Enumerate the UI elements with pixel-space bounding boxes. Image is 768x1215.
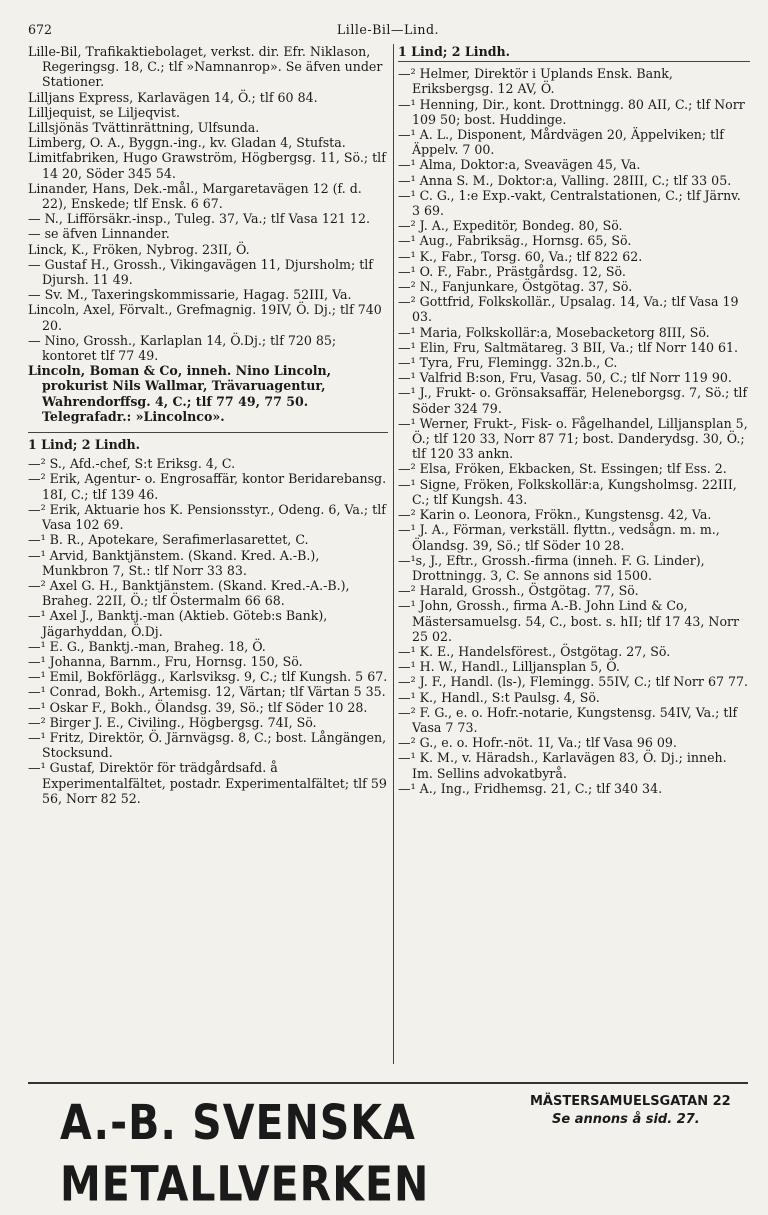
right-entries <box>398 66 750 796</box>
directory-entry: —¹ Tyra, Fru, Flemingg. 32n.b., C. <box>398 355 618 371</box>
directory-entry: —¹ Alma, Doktor:a, Sveavägen 45, Va. <box>398 157 641 173</box>
directory-entry: Lille-Bil, Trafikaktiebolaget, verkst. dir. Efr. Niklason, Regeringsg. 18, C.; tlf »Namnanrop». Se äfven under Stationer. <box>28 44 383 90</box>
directory-entry: —¹ Oskar F., Bokh., Ölandsg. 39, Sö.; tlf Söder 10 28. <box>28 699 368 715</box>
directory-entry: —¹ K. E., Handelsförest., Östgötag. 27, Sö. <box>398 643 671 659</box>
left-entries <box>28 44 388 363</box>
left-section-entries <box>28 456 388 806</box>
directory-entry: —² Erik, Agentur- o. Engrosaffär, kontor Beridarebansg. 18I, C.; tlf 139 46. <box>28 471 387 502</box>
right-section-title: 1 Lind; 2 Lindh. <box>398 44 750 62</box>
directory-entry: —¹ A. L., Disponent, Mårdvägen 20, Äppelviken; tlf Äppelv. 7 00. <box>398 127 724 158</box>
directory-entry: Lincoln, Axel, Förvalt., Grefmagnig. 19IV, Ö. Dj.; tlf 740 20. <box>28 302 382 333</box>
directory-entry: —¹ Conrad, Bokh., Artemisg. 12, Värtan; tlf Värtan 5 35. <box>28 684 386 700</box>
directory-entry: —¹ J., Frukt- o. Grönsaksaffär, Heleneborgsg. 7, Sö.; tlf Söder 324 79. <box>398 385 748 416</box>
page-title: Lille-Bil—Lind. <box>336 22 440 37</box>
advertisement-address: MÄSTERSAMUELSGATAN 22 <box>530 1094 731 1109</box>
directory-entry: —¹ B. R., Apotekare, Serafimerlasarettet, C. <box>28 532 309 548</box>
directory-entry: —¹ Johanna, Barnm., Fru, Hornsg. 150, Sö. <box>28 653 303 669</box>
directory-entry: —² F. G., e. o. Hofr.-notarie, Kungstensg. 54IV, Va.; tlf Vasa 7 73. <box>398 704 738 735</box>
directory-entry: —¹ K., Handl., S:t Paulsg. 4, Sö. <box>398 689 600 705</box>
directory-entry: —¹ Henning, Dir., kont. Drottningg. 80 AII, C.; tlf Norr 109 50; bost. Huddinge. <box>398 96 745 127</box>
directory-entry: —¹ E. G., Banktj.-man, Braheg. 18, Ö. <box>28 638 266 654</box>
advertisement-company: A.-B. SVENSKA METALLVERKEN <box>60 1094 430 1213</box>
directory-entry: —² J. F., Handl. (ls-), Flemingg. 55IV, C.; tlf Norr 67 77. <box>398 674 749 690</box>
directory-entry: Lilljequist, se Liljeqvist. <box>28 104 180 120</box>
directory-entry: —¹ K., Fabr., Torsg. 60, Va.; tlf 822 62. <box>398 248 643 264</box>
page-header <box>28 22 748 44</box>
directory-entry: —² G., e. o. Hofr.-nöt. 1I, Va.; tlf Vasa 96 09. <box>398 735 677 751</box>
directory-entry: —² Birger J. E., Civiling., Högbergsg. 74I, Sö. <box>28 714 317 730</box>
directory-entry: —² Axel G. H., Banktjänstem. (Skand. Kred.-A.-B.), Braheg. 22II, Ö.; tlf Östermalm 66 68. <box>28 577 350 609</box>
directory-entry: —¹ Elin, Fru, Saltmätareg. 3 BII, Va.; tlf Norr 140 61. <box>398 339 739 355</box>
directory-entry: —¹ C. G., 1:e Exp.-vakt, Centralstationen, C.; tlf Järnv. 3 69. <box>398 187 741 219</box>
directory-entry: —² Karin o. Leonora, Frökn., Kungstensg. 42, Va. <box>398 507 712 523</box>
directory-entry: Lillsjönäs Tvättinrättning, Ulfsunda. <box>28 120 260 136</box>
directory-entry: —¹ Emil, Bokförlägg., Karlsviksg. 9, C.; tlf Kungsh. 5 67. <box>28 669 388 685</box>
advertisement-rule <box>28 1082 748 1084</box>
left-section-title: 1 Lind; 2 Lindh. <box>28 437 141 453</box>
directory-entry: —¹ Gustaf, Direktör för trädgårdsafd. å Experimentalfältet, postadr. Experimentalfältet; tlf 59 56, Norr 82 52. <box>28 760 387 806</box>
directory-entry: —² Helmer, Direktör i Uplands Ensk. Bank, Eriksbergsg. 12 AV, Ö. <box>398 66 673 97</box>
directory-page <box>28 22 749 806</box>
directory-entry: —¹ Valfrid B:son, Fru, Vasag. 50, C.; tlf Norr 119 90. <box>398 370 732 386</box>
directory-entry: —² Gottfrid, Folkskollär., Upsalag. 14, Va.; tlf Vasa 19 03. <box>398 294 739 325</box>
advertisement-reference: Se annons å sid. 27. <box>552 1112 700 1127</box>
directory-entry: —² J. A., Expeditör, Bondeg. 80, Sö. <box>398 218 623 234</box>
directory-entry: —² Elsa, Fröken, Ekbacken, St. Essingen; tlf Ess. 2. <box>398 461 727 477</box>
directory-entry: —¹ K. M., v. Häradsh., Karlavägen 83, Ö. Dj.; inneh. Im. Sellins advokatbyrå. <box>398 750 727 781</box>
directory-entry: —¹ Aug., Fabriksäg., Hornsg. 65, Sö. <box>398 233 632 249</box>
directory-entry: —¹s, J., Eftr., Grossh.-firma (inneh. F. G. Linder), Drottningg. 3, C. Se annons sid 1500. <box>398 552 705 583</box>
directory-entry: — N., Lifförsäkr.-insp., Tuleg. 37, Va.; tlf Vasa 121 12. <box>28 211 370 227</box>
directory-entry: —¹ John, Grossh., firma A.-B. John Lind & Co, Mästersamuelsg. 54, C., bost. s. hII; tlf 17 43, Norr 25 02. <box>398 598 740 644</box>
directory-entry: — Nino, Grossh., Karlaplan 14, Ö.Dj.; tlf 720 85; kontoret tlf 77 49. <box>28 332 337 364</box>
directory-entry: —¹ Arvid, Banktjänstem. (Skand. Kred. A.-B.), Munkbron 7, St.: tlf Norr 33 83. <box>28 547 320 578</box>
directory-entry: —² N., Fanjunkare, Östgötag. 37, Sö. <box>398 279 633 295</box>
directory-entry: —¹ Signe, Fröken, Folkskollär:a, Kungsholmsg. 22III, C.; tlf Kungsh. 43. <box>398 476 737 507</box>
advertisement <box>60 1092 750 1213</box>
directory-entry: —¹ Anna S. M., Doktor:a, Valling. 28III, C.; tlf 33 05. <box>398 172 732 188</box>
directory-entry: — Sv. M., Taxeringskommissarie, Hagag. 52III, Va. <box>28 287 352 303</box>
directory-entry: —¹ Axel J., Banktj.-man (Aktieb. Göteb:s Bank), Jägarhyddan, Ö.Dj. <box>28 608 328 639</box>
directory-entry: —² Erik, Aktuarie hos K. Pensionsstyr., Odeng. 6, Va.; tlf Vasa 102 69. <box>28 501 386 533</box>
directory-entry: —¹ A., Ing., Fridhemsg. 21, C.; tlf 340 34. <box>398 780 663 796</box>
directory-entry: —² Harald, Grossh., Östgötag. 77, Sö. <box>398 583 639 599</box>
directory-entry: —¹ H. W., Handl., Lilljansplan 5, Ö. <box>398 659 620 675</box>
directory-entry: Lilljans Express, Karlavägen 14, Ö.; tlf 60 84. <box>28 89 318 105</box>
directory-entry: — Gustaf H., Grossh., Vikingavägen 11, Djursholm; tlf Djursh. 11 49. <box>28 256 373 288</box>
left-column <box>28 44 388 806</box>
lincoln-boman-entry: Lincoln, Boman & Co, inneh. Nino Lincoln, prokurist Nils Wallmar, Trävaruagentur, Wahrendorffsg. 4, C.; tlf 77 49, 77 50. Telegrafadr.: »Lincolnco». <box>28 363 332 424</box>
right-column <box>398 44 750 796</box>
directory-entry: —² S., Afd.-chef, S:t Eriksg. 4, C. <box>28 456 236 472</box>
directory-entry: — se äfven Linnander. <box>28 226 170 242</box>
section-divider <box>28 432 388 433</box>
directory-entry: —¹ Werner, Frukt-, Fisk- o. Fågelhandel, Lilljansplan 5, Ö.; tlf 120 33, Norr 87 71; bost. Danderydsg. 30, Ö.; tlf 120 33 ankn. <box>398 415 748 462</box>
directory-entry: Limberg, O. A., Byggn.-ing., kv. Gladan 4, Stufsta. <box>28 135 346 151</box>
directory-entry: Linck, K., Fröken, Nybrog. 23II, Ö. <box>28 241 250 257</box>
page-number: 672 <box>28 22 53 37</box>
directory-entry: —¹ Maria, Folkskollär:a, Mosebacketorg 8III, Sö. <box>398 324 710 340</box>
directory-entry: —¹ J. A., Förman, verkställ. flyttn., vedsågn. m. m., Ölandsg. 39, Sö.; tlf Söder 10 28. <box>398 522 720 553</box>
directory-entry: —¹ Fritz, Direktör, Ö. Järnvägsg. 8, C.; bost. Långängen, Stocksund. <box>28 729 387 761</box>
directory-entry: —¹ O. F., Fabr., Prästgårdsg. 12, Sö. <box>398 263 626 279</box>
column-divider <box>393 44 394 1064</box>
directory-entry: Limitfabriken, Hugo Grawström, Högbergsg. 11, Sö.; tlf 14 20, Söder 345 54. <box>28 150 386 181</box>
directory-entry: Linander, Hans, Dek.-mål., Margaretavägen 12 (f. d. 22), Enskede; tlf Ensk. 6 67. <box>28 180 362 212</box>
